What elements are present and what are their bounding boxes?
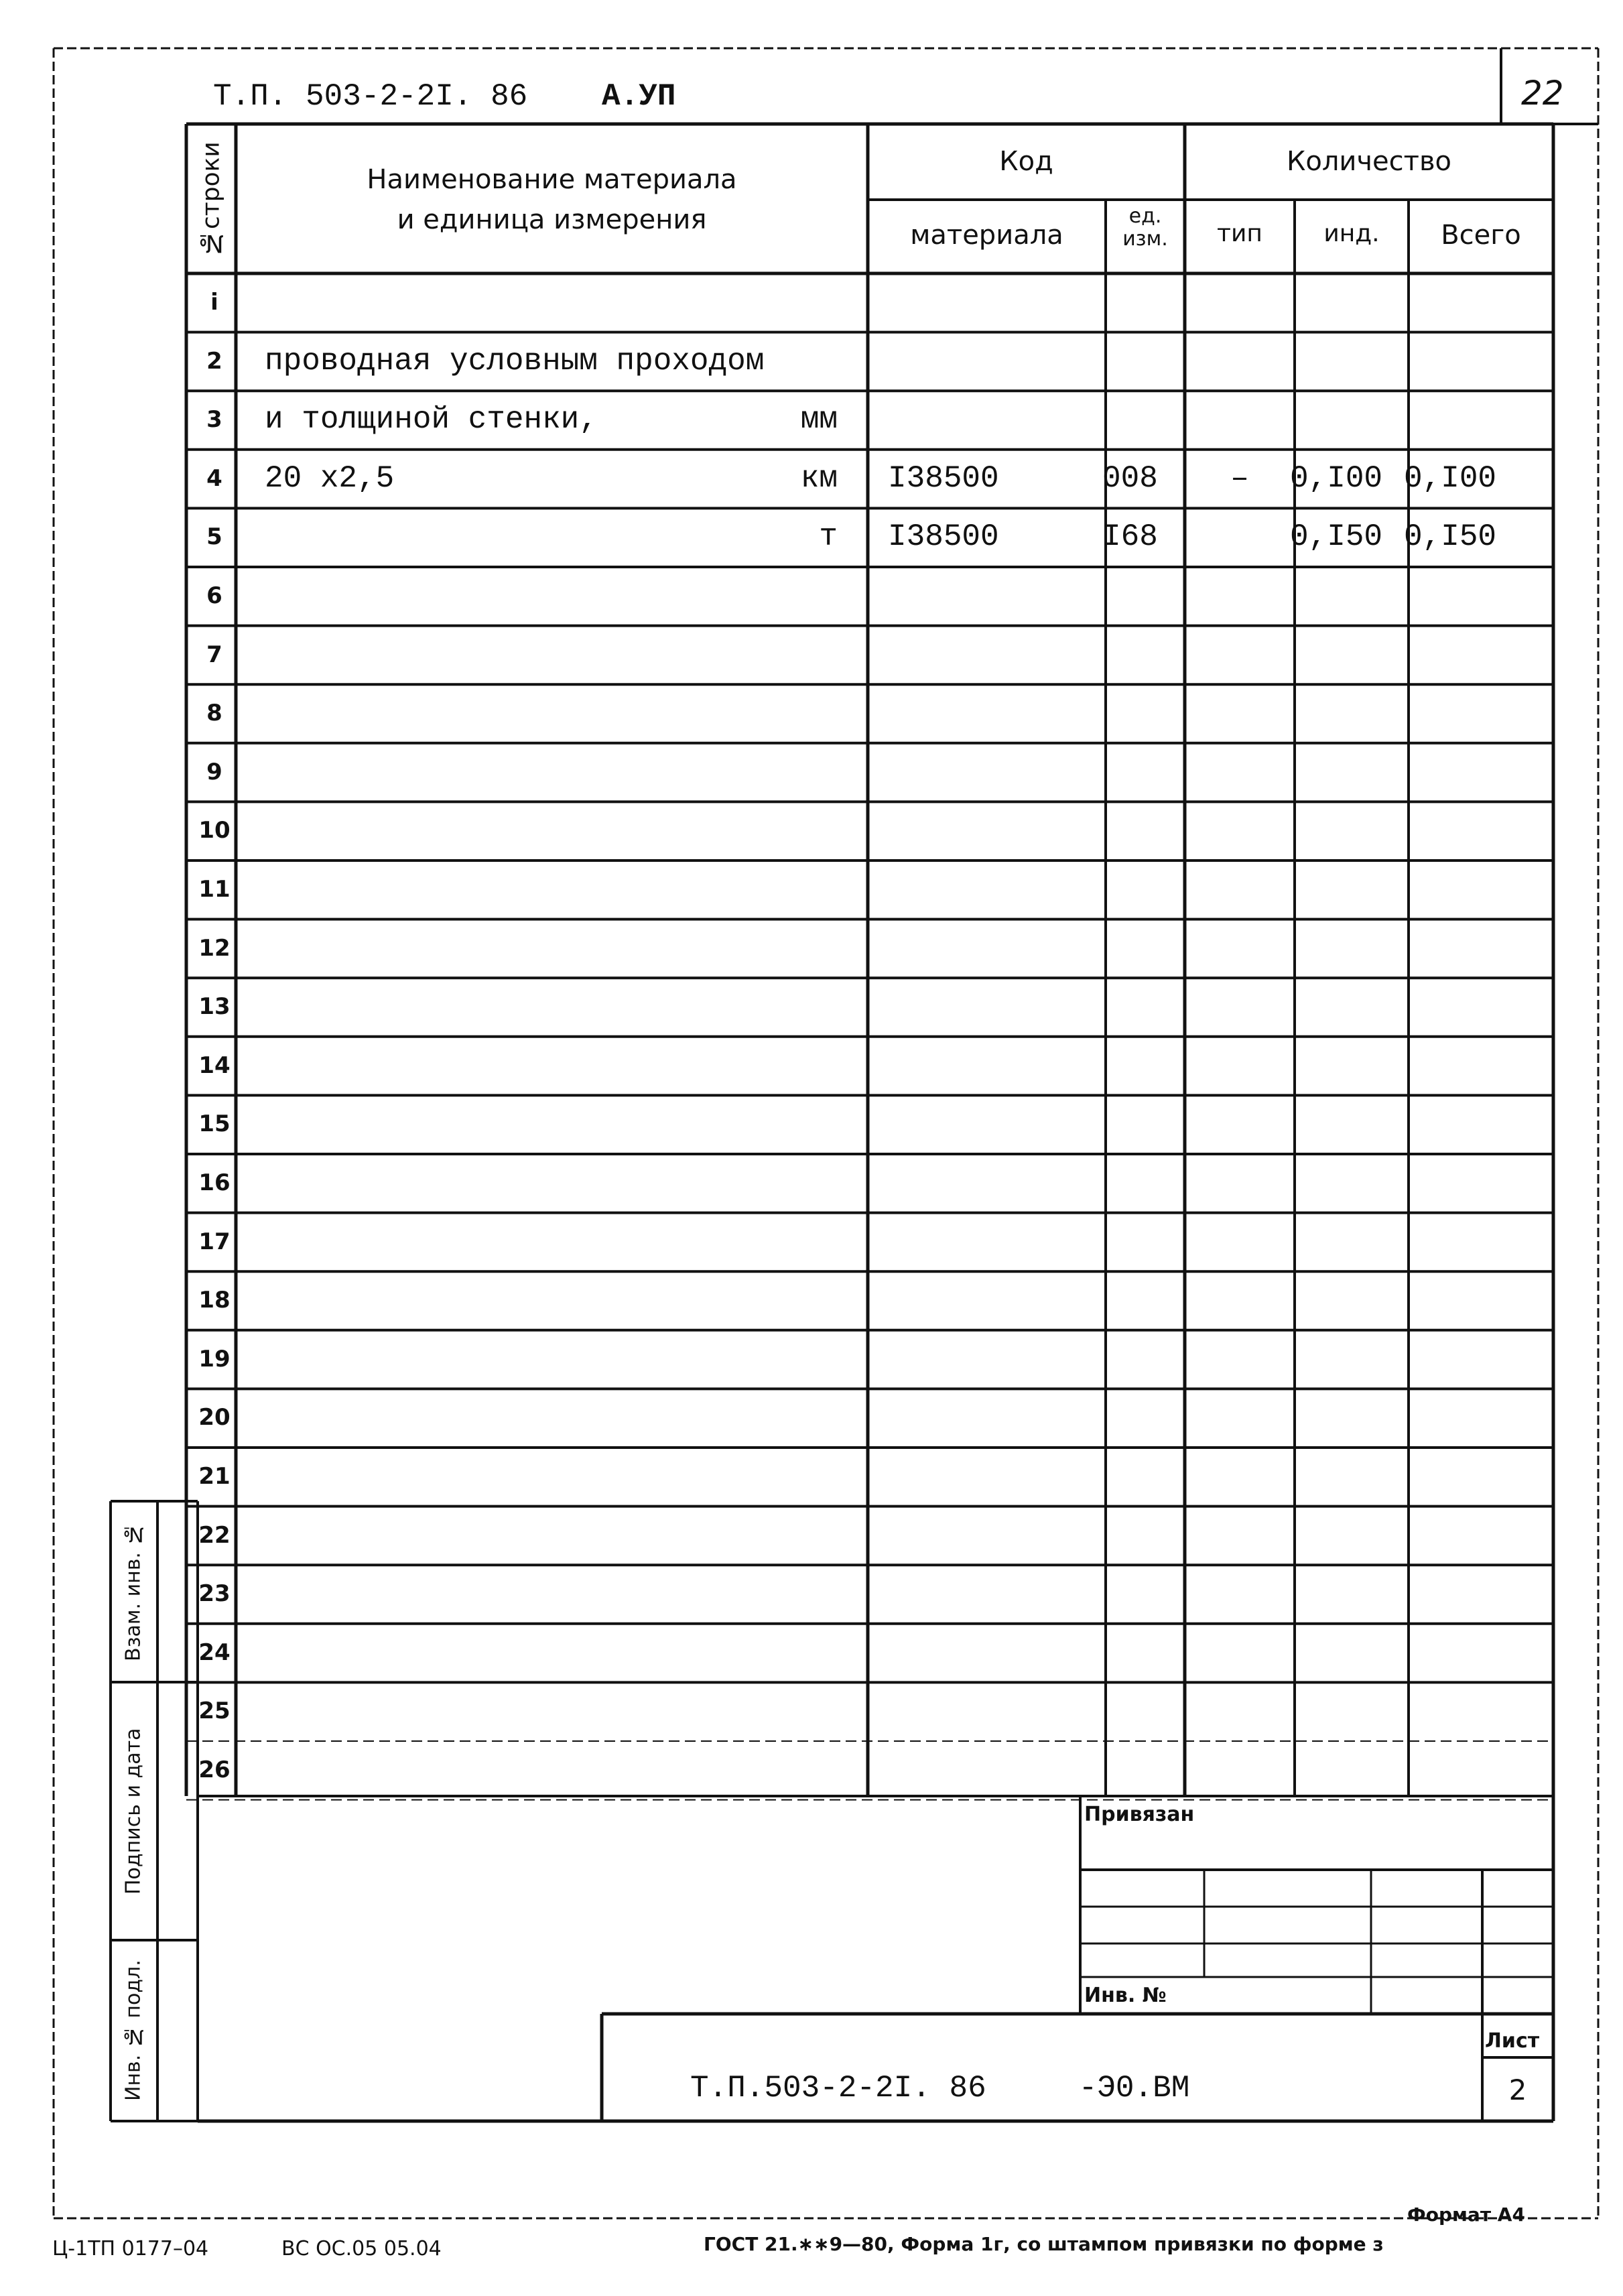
- qty-total: [1404, 1448, 1553, 1507]
- material-code: I38500: [888, 460, 999, 496]
- table-row: [0, 1624, 1623, 1683]
- qty-ind: [1290, 1507, 1409, 1566]
- col-header-row-no: №строки: [197, 141, 225, 257]
- material-name: [265, 1565, 734, 1624]
- material-name: и толщиной стенки,: [265, 402, 598, 438]
- material-name: [265, 860, 734, 919]
- row-number: 5: [206, 523, 222, 551]
- unit: [730, 743, 838, 802]
- doc-code: Т.П. 503-2-2I. 86: [213, 79, 528, 114]
- row-number: 7: [206, 641, 222, 668]
- material-name: [265, 1389, 734, 1448]
- material-name: проводная условным проходом: [265, 343, 765, 379]
- row-number: 8: [206, 700, 222, 727]
- unit-code: [1102, 391, 1183, 450]
- unit: мм: [800, 402, 838, 438]
- qty-total: 0,I50: [1404, 519, 1497, 555]
- material-name: [265, 802, 734, 860]
- material-code: [888, 1741, 1089, 1800]
- qty-type: [1185, 1154, 1295, 1213]
- table-row: [0, 1271, 1623, 1330]
- unit-code: [1102, 1389, 1183, 1448]
- qty-total: [1404, 1741, 1553, 1800]
- stamp-inv-no: Инв. №: [1084, 1984, 1167, 2007]
- unit: [730, 919, 838, 978]
- unit-code: [1102, 684, 1183, 743]
- col-header-code: Код: [999, 146, 1053, 177]
- qty-total: [1404, 1565, 1553, 1624]
- table-row: [0, 1095, 1623, 1154]
- col-header-total: Всего: [1441, 220, 1521, 251]
- material-name: [265, 1507, 734, 1566]
- material-name: [265, 1448, 734, 1507]
- material-name: [265, 1682, 734, 1741]
- qty-total: [1404, 802, 1553, 860]
- unit: [730, 626, 838, 685]
- row-number: 4: [206, 464, 222, 492]
- unit: [730, 1330, 838, 1389]
- material-name: [265, 567, 734, 626]
- unit-code: [1102, 802, 1183, 860]
- unit-code: [1102, 919, 1183, 978]
- table-row: [0, 978, 1623, 1037]
- label-vzam-inv: Взам. инв. №: [121, 1522, 145, 1661]
- unit-code: [1102, 332, 1183, 391]
- unit-code: [1102, 860, 1183, 919]
- material-code: I38500: [888, 519, 999, 555]
- material-code: [888, 273, 1089, 332]
- qty-ind: [1290, 1682, 1409, 1741]
- qty-total: [1404, 919, 1553, 978]
- material-name: [265, 1154, 734, 1213]
- qty-total: [1404, 1037, 1553, 1096]
- qty-ind: [1290, 273, 1409, 332]
- table-row: [0, 450, 1623, 509]
- qty-total: 0,I00: [1404, 460, 1497, 496]
- material-name: [265, 978, 734, 1037]
- qty-ind: [1290, 1154, 1409, 1213]
- qty-ind: [1290, 1624, 1409, 1683]
- material-name: [265, 1095, 734, 1154]
- table-row: [0, 743, 1623, 802]
- table-row: [0, 1448, 1623, 1507]
- table-row: [0, 1154, 1623, 1213]
- material-code: [888, 1213, 1089, 1272]
- col-header-qty: Количество: [1286, 146, 1451, 177]
- qty-type: [1185, 1624, 1295, 1683]
- unit: [730, 802, 838, 860]
- qty-type: [1185, 684, 1295, 743]
- qty-total: [1404, 1389, 1553, 1448]
- material-name: [265, 743, 734, 802]
- stamp-list-value: 2: [1508, 2074, 1527, 2106]
- qty-ind: [1290, 1741, 1409, 1800]
- table-row: [0, 1507, 1623, 1566]
- qty-ind: [1290, 1389, 1409, 1448]
- qty-ind: [1290, 1271, 1409, 1330]
- qty-ind: [1290, 802, 1409, 860]
- table-row: [0, 1213, 1623, 1272]
- unit: [730, 1213, 838, 1272]
- qty-type: [1185, 1037, 1295, 1096]
- material-name: [265, 1741, 734, 1800]
- qty-total: [1404, 567, 1553, 626]
- material-name: [265, 684, 734, 743]
- qty-ind: [1290, 332, 1409, 391]
- qty-type: [1185, 978, 1295, 1037]
- unit-code: [1102, 1213, 1183, 1272]
- qty-total: [1404, 332, 1553, 391]
- material-code: [888, 1037, 1089, 1096]
- unit: [730, 1507, 838, 1566]
- row-number: 25: [198, 1698, 231, 1725]
- unit: км: [800, 460, 838, 496]
- row-number: 6: [206, 582, 222, 609]
- qty-ind: 0,I00: [1290, 460, 1383, 496]
- unit-code: I68: [1102, 519, 1158, 555]
- material-code: [888, 684, 1089, 743]
- material-code: [888, 1682, 1089, 1741]
- unit: [730, 1565, 838, 1624]
- qty-type: [1185, 802, 1295, 860]
- material-name: [265, 1213, 734, 1272]
- unit-code: [1102, 978, 1183, 1037]
- qty-ind: 0,I50: [1290, 519, 1383, 555]
- qty-ind: [1290, 743, 1409, 802]
- material-code: [888, 1507, 1089, 1566]
- album-code: А.УП: [602, 79, 676, 114]
- unit-code: [1102, 1448, 1183, 1507]
- qty-type: [1185, 1389, 1295, 1448]
- qty-type: [1185, 1682, 1295, 1741]
- material-code: [888, 626, 1089, 685]
- col-header-name-2: и единица измерения: [397, 204, 707, 235]
- table-row: [0, 919, 1623, 978]
- material-code: [888, 743, 1089, 802]
- qty-total: [1404, 860, 1553, 919]
- table-row: [0, 1330, 1623, 1389]
- row-number: 22: [198, 1521, 231, 1549]
- qty-total: [1404, 1154, 1553, 1213]
- qty-type: [1185, 626, 1295, 685]
- table-row: [0, 684, 1623, 743]
- qty-type: [1185, 919, 1295, 978]
- table-row: [0, 391, 1623, 450]
- stamp-list-label: Лист: [1485, 2029, 1540, 2053]
- qty-type: [1185, 1213, 1295, 1272]
- qty-type: [1185, 273, 1295, 332]
- unit-code: [1102, 1330, 1183, 1389]
- footer-format: Формат А4: [1407, 2204, 1525, 2226]
- col-header-code-unit: ед. изм.: [1122, 204, 1168, 251]
- qty-total: [1404, 1624, 1553, 1683]
- table-row: [0, 273, 1623, 332]
- footer-left-code-2: ВС ОС.05 05.04: [281, 2237, 442, 2260]
- qty-type: [1185, 1565, 1295, 1624]
- qty-total: [1404, 1271, 1553, 1330]
- row-number: 18: [198, 1287, 231, 1314]
- row-number: 16: [198, 1169, 231, 1196]
- qty-total: [1404, 1507, 1553, 1566]
- material-code: [888, 802, 1089, 860]
- unit: [730, 1037, 838, 1096]
- qty-type: [1185, 1271, 1295, 1330]
- material-code: [888, 1095, 1089, 1154]
- unit-code: [1102, 1624, 1183, 1683]
- row-number: 3: [206, 406, 222, 434]
- material-code: [888, 1389, 1089, 1448]
- unit: [730, 1624, 838, 1683]
- table-row: [0, 1389, 1623, 1448]
- row-number: 14: [198, 1051, 231, 1079]
- qty-ind: [1290, 391, 1409, 450]
- qty-type: [1185, 1507, 1295, 1566]
- qty-type: [1185, 1330, 1295, 1389]
- unit: [730, 1389, 838, 1448]
- qty-ind: [1290, 1037, 1409, 1096]
- unit: [730, 1741, 838, 1800]
- unit-code: [1102, 1682, 1183, 1741]
- footer-left-code: Ц-1ТП 0177–04: [52, 2237, 209, 2260]
- table-row: [0, 1565, 1623, 1624]
- unit: [730, 1271, 838, 1330]
- row-number: 15: [198, 1110, 231, 1138]
- row-number: i: [210, 289, 218, 316]
- qty-total: [1404, 1682, 1553, 1741]
- unit-code: [1102, 626, 1183, 685]
- unit-code: [1102, 1565, 1183, 1624]
- qty-ind: [1290, 684, 1409, 743]
- unit: [730, 1154, 838, 1213]
- qty-ind: [1290, 1565, 1409, 1624]
- qty-ind: [1290, 1330, 1409, 1389]
- qty-ind: [1290, 1095, 1409, 1154]
- qty-type: [1185, 332, 1295, 391]
- qty-type: –: [1230, 460, 1249, 496]
- col-header-code-material: материала: [910, 220, 1063, 251]
- unit-code: [1102, 567, 1183, 626]
- material-code: [888, 1154, 1089, 1213]
- table-row: [0, 802, 1623, 860]
- qty-ind: [1290, 1213, 1409, 1272]
- material-code: [888, 391, 1089, 450]
- material-code: [888, 860, 1089, 919]
- material-name: [265, 1624, 734, 1683]
- material-name: [265, 1330, 734, 1389]
- unit: [730, 273, 838, 332]
- material-name: [265, 1037, 734, 1096]
- row-number: 13: [198, 993, 231, 1021]
- row-number: 23: [198, 1580, 231, 1608]
- material-code: [888, 332, 1089, 391]
- qty-type: [1185, 743, 1295, 802]
- unit-code: [1102, 1271, 1183, 1330]
- qty-type: [1185, 1448, 1295, 1507]
- table-row: [0, 567, 1623, 626]
- qty-total: [1404, 684, 1553, 743]
- qty-type: [1185, 567, 1295, 626]
- material-code: [888, 1330, 1089, 1389]
- unit-code: [1102, 1037, 1183, 1096]
- table-row: [0, 1682, 1623, 1741]
- material-name: [265, 919, 734, 978]
- col-header-ind: инд.: [1323, 220, 1380, 247]
- row-number: 24: [198, 1639, 231, 1666]
- qty-type: [1185, 1741, 1295, 1800]
- qty-ind: [1290, 978, 1409, 1037]
- qty-ind: [1290, 626, 1409, 685]
- row-number: 21: [198, 1463, 231, 1490]
- col-header-type: тип: [1217, 220, 1262, 247]
- qty-total: [1404, 391, 1553, 450]
- qty-total: [1404, 978, 1553, 1037]
- row-number: 9: [206, 758, 222, 785]
- table-row: [0, 626, 1623, 685]
- qty-type: [1185, 508, 1295, 567]
- row-number: 12: [198, 934, 231, 962]
- qty-ind: [1290, 860, 1409, 919]
- table-row: [0, 508, 1623, 567]
- stamp-title: Т.П.503-2-2I. 86 -Э0.ВМ: [690, 2071, 1190, 2106]
- material-name: 20 х2,5: [265, 460, 395, 496]
- table-row: [0, 1741, 1623, 1800]
- page-number: 22: [1521, 74, 1564, 113]
- qty-ind: [1290, 567, 1409, 626]
- unit: [730, 332, 838, 391]
- unit: [730, 1095, 838, 1154]
- row-number: 10: [198, 817, 231, 844]
- unit: [730, 978, 838, 1037]
- material-code: [888, 1448, 1089, 1507]
- table-row: [0, 1037, 1623, 1096]
- unit: т: [819, 519, 838, 555]
- unit-code: [1102, 1095, 1183, 1154]
- unit-code: 008: [1102, 460, 1158, 496]
- unit-code: [1102, 743, 1183, 802]
- material-name: [265, 273, 734, 332]
- qty-total: [1404, 1095, 1553, 1154]
- unit-code: [1102, 1741, 1183, 1800]
- qty-total: [1404, 1330, 1553, 1389]
- qty-total: [1404, 273, 1553, 332]
- material-name: [265, 508, 734, 567]
- material-code: [888, 1624, 1089, 1683]
- material-code: [888, 978, 1089, 1037]
- unit: [730, 567, 838, 626]
- col-header-name-1: Наименование материала: [367, 164, 737, 195]
- footer-gost: ГОСТ 21.∗∗9—80, Форма 1г, со штампом привязки по форме з: [704, 2233, 1384, 2255]
- material-code: [888, 919, 1089, 978]
- row-number: 2: [206, 347, 222, 375]
- row-number: 17: [198, 1228, 231, 1255]
- qty-ind: [1290, 1448, 1409, 1507]
- qty-total: [1404, 1213, 1553, 1272]
- row-number: 20: [198, 1404, 231, 1431]
- unit: [730, 684, 838, 743]
- unit: [730, 1448, 838, 1507]
- qty-type: [1185, 860, 1295, 919]
- material-code: [888, 1271, 1089, 1330]
- unit-code: [1102, 273, 1183, 332]
- table-row: [0, 332, 1623, 391]
- unit: [730, 1682, 838, 1741]
- row-number: 26: [198, 1757, 231, 1783]
- row-number: 11: [198, 876, 231, 903]
- qty-ind: [1290, 919, 1409, 978]
- qty-total: [1404, 626, 1553, 685]
- qty-type: [1185, 1095, 1295, 1154]
- label-podpis-data: Подпись и дата: [121, 1728, 145, 1895]
- qty-total: [1404, 743, 1553, 802]
- qty-type: [1185, 391, 1295, 450]
- row-number: 19: [198, 1345, 231, 1373]
- material-name: [265, 1271, 734, 1330]
- unit: [730, 860, 838, 919]
- stamp-privyazan: Привязан: [1084, 1803, 1195, 1826]
- material-code: [888, 1565, 1089, 1624]
- material-code: [888, 567, 1089, 626]
- unit-code: [1102, 1154, 1183, 1213]
- table-row: [0, 860, 1623, 919]
- material-name: [265, 626, 734, 685]
- label-inv-podl: Инв. № подл.: [121, 1960, 145, 2102]
- unit-code: [1102, 1507, 1183, 1566]
